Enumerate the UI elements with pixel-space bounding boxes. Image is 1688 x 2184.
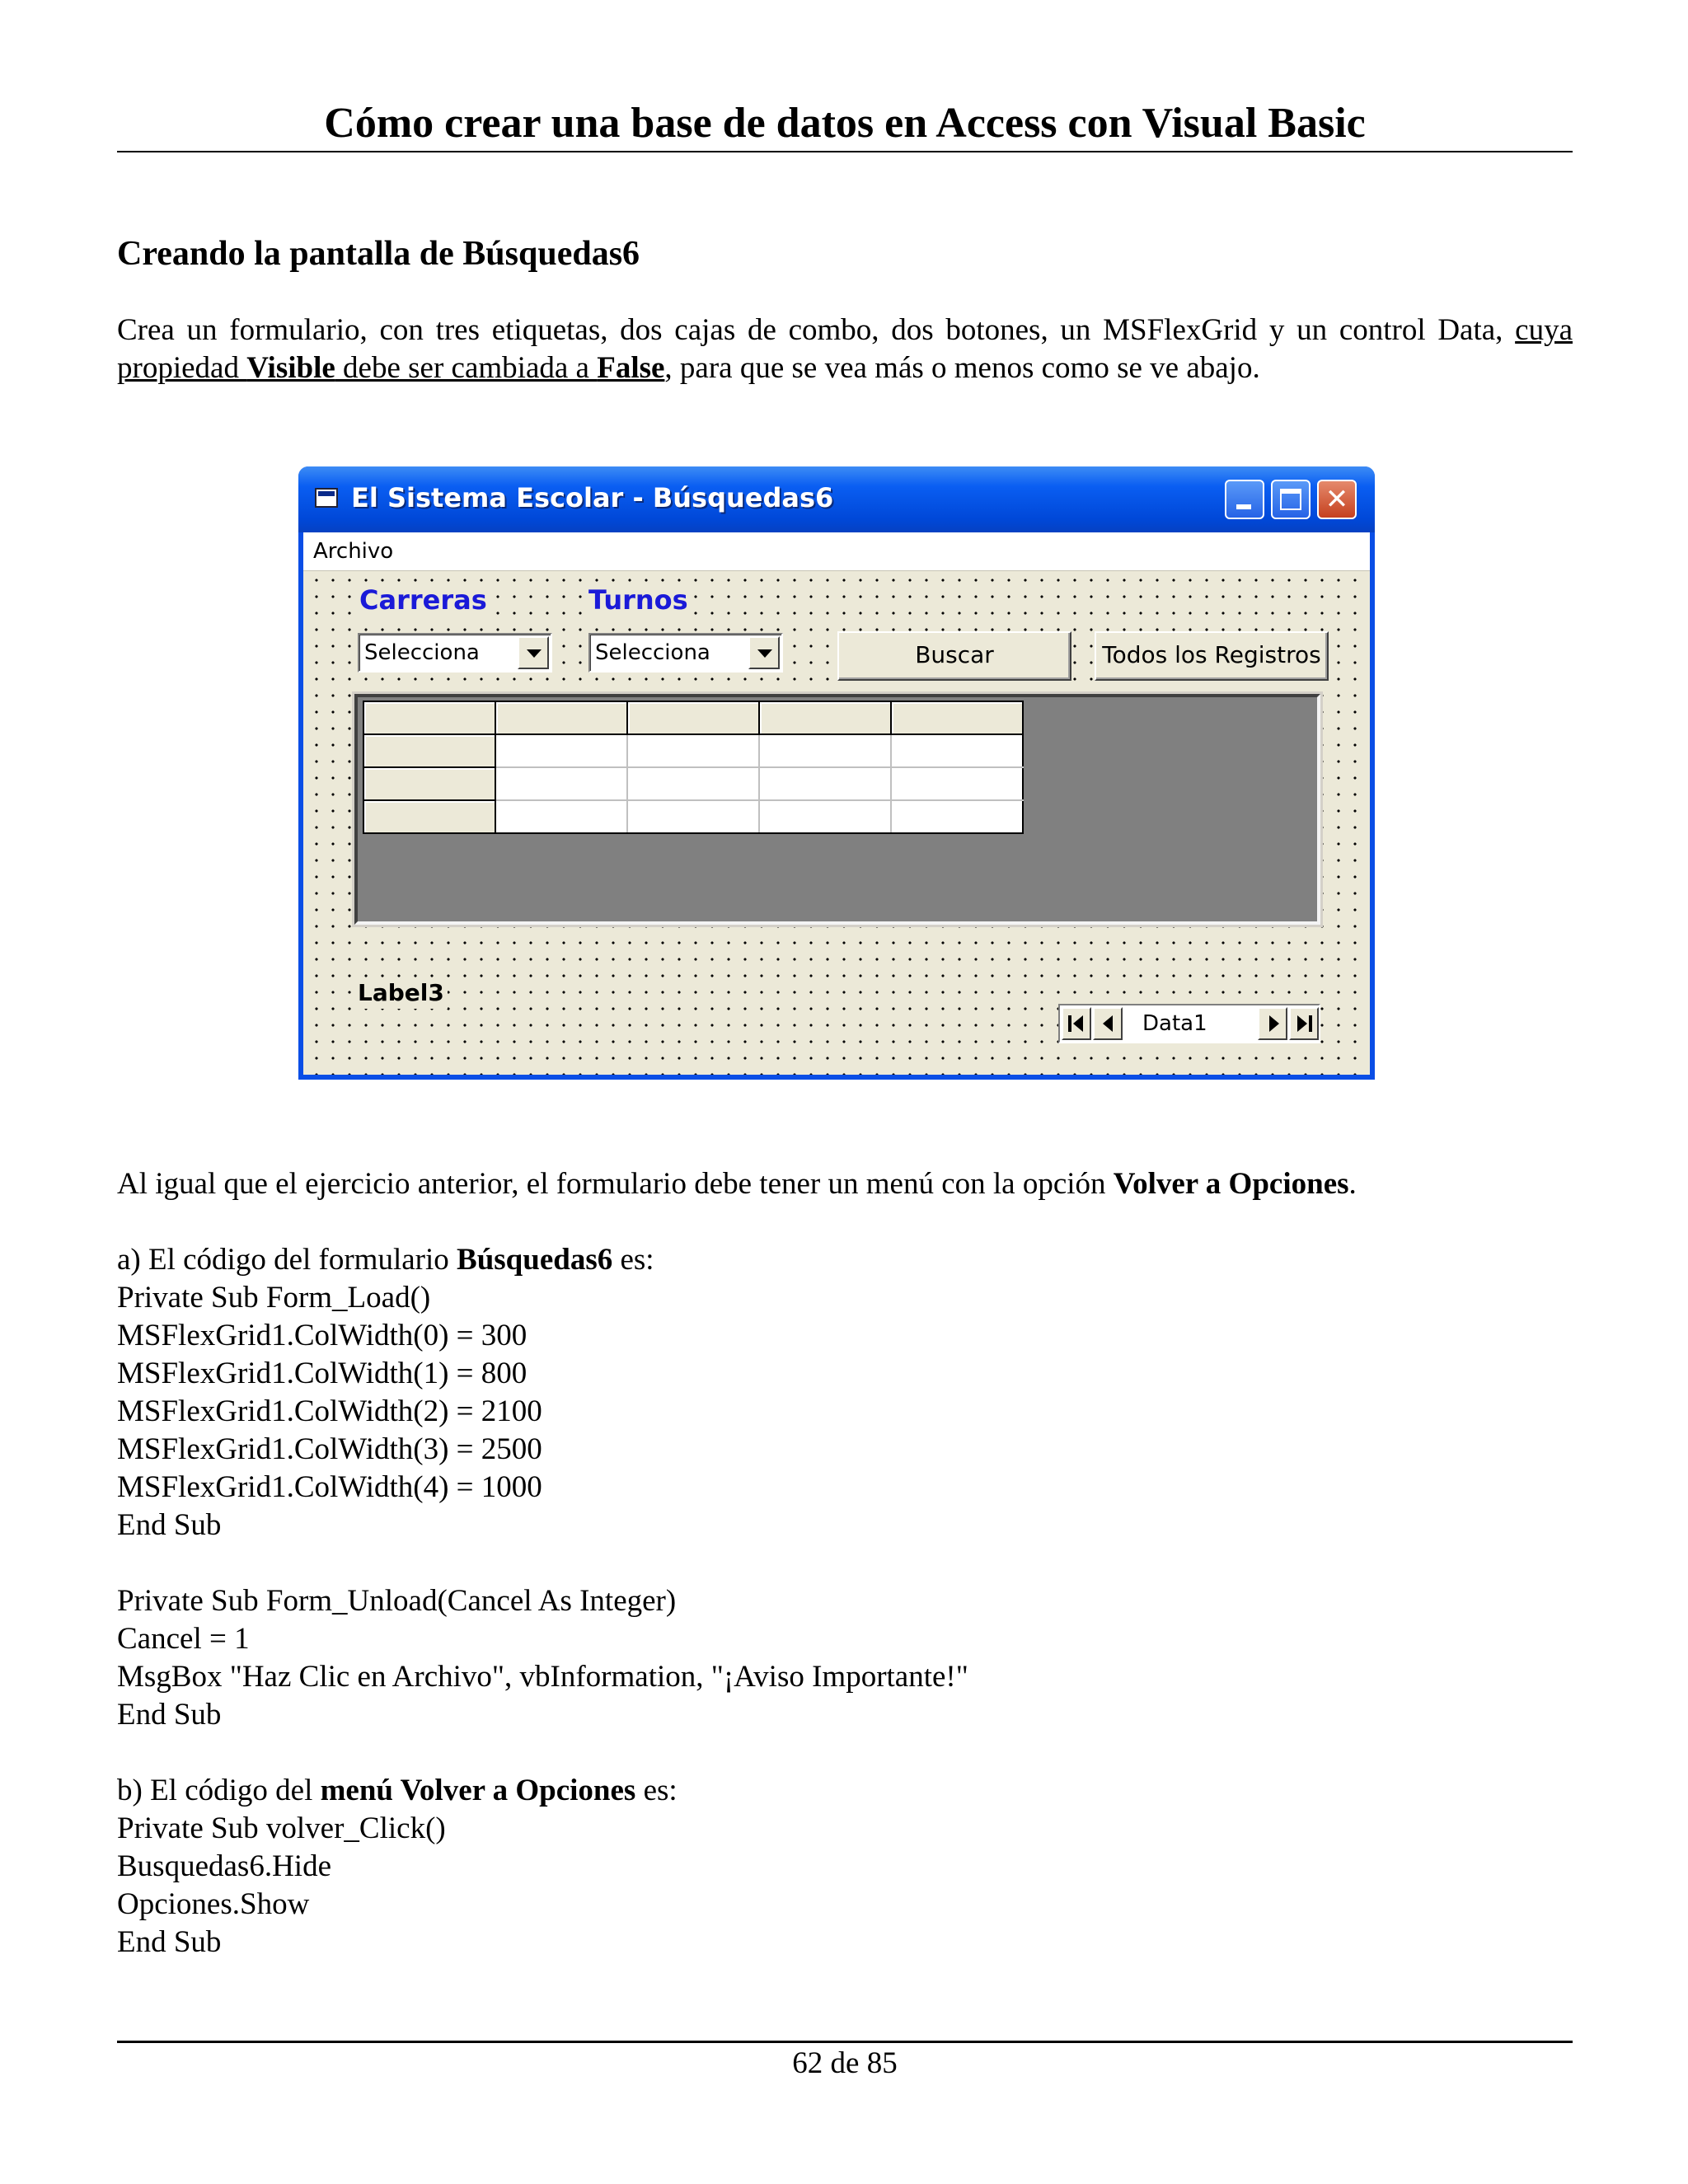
label-turnos: Turnos (588, 584, 688, 616)
previous-record-icon (1103, 1015, 1113, 1032)
last-record-button[interactable] (1289, 1007, 1319, 1040)
last-record-icon (1309, 1015, 1312, 1032)
first-record-arrow-icon (1073, 1015, 1083, 1032)
code-line: MSFlexGrid1.ColWidth(2) = 2100 (117, 1394, 542, 1428)
intro-u2: debe ser cambiada a (335, 351, 598, 385)
next-record-icon (1269, 1015, 1279, 1032)
code-line: Private Sub volver_Click() (117, 1811, 446, 1845)
form-icon (315, 488, 338, 508)
grid-fixed-cell (759, 701, 891, 734)
msflexgrid[interactable] (354, 694, 1320, 925)
part-b-block (117, 1772, 678, 1961)
data-control-caption: Data1 (1142, 1011, 1207, 1036)
grid-cell[interactable] (627, 767, 759, 800)
first-record-button[interactable] (1062, 1007, 1091, 1040)
code-line: End Sub (117, 1698, 222, 1732)
grid-cell[interactable] (759, 800, 891, 833)
grid-cell[interactable] (759, 767, 891, 800)
todos-registros-button[interactable]: Todos los Registros (1095, 631, 1329, 681)
window-titlebar[interactable] (298, 466, 1375, 532)
first-record-icon (1068, 1015, 1071, 1032)
header-rule (117, 151, 1573, 152)
grid-fixed-cell (891, 701, 1023, 734)
code-line: Busquedas6.Hide (117, 1849, 331, 1883)
code-line: End Sub (117, 1508, 222, 1542)
part-b-heading (117, 1772, 678, 1810)
grid-row (363, 800, 1023, 833)
previous-record-button[interactable] (1093, 1007, 1123, 1040)
menu-paragraph-bold: Volver a Opciones (1113, 1167, 1349, 1201)
code-line: MsgBox "Haz Clic en Archivo", vbInformation, "¡Aviso Importante!" (117, 1660, 968, 1694)
next-record-button[interactable] (1258, 1007, 1287, 1040)
code-line: MSFlexGrid1.ColWidth(4) = 1000 (117, 1470, 542, 1504)
combo-turnos-value: Selecciona (595, 640, 710, 665)
chevron-down-icon[interactable] (748, 636, 780, 669)
grid-cell[interactable] (759, 734, 891, 767)
grid-fixed-cell (363, 800, 495, 833)
data-control[interactable] (1058, 1004, 1320, 1043)
code-line: MSFlexGrid1.ColWidth(3) = 2500 (117, 1432, 542, 1466)
grid-fixed-cell (363, 767, 495, 800)
grid-fixed-cell (627, 701, 759, 734)
part-a-bold: Búsquedas6 (457, 1243, 613, 1277)
grid-row (363, 734, 1023, 767)
code-line: MSFlexGrid1.ColWidth(0) = 300 (117, 1319, 528, 1352)
part-a-prefix: a) El código del formulario (117, 1243, 457, 1277)
grid-header-row (363, 701, 1023, 734)
grid-cell[interactable] (495, 734, 627, 767)
grid-row (363, 767, 1023, 800)
buscar-button[interactable]: Buscar (837, 631, 1071, 681)
intro-visible-bold: Visible (246, 351, 335, 385)
grid-cell[interactable] (891, 767, 1023, 800)
code-line: End Sub (117, 1925, 222, 1959)
maximize-button[interactable] (1271, 480, 1311, 519)
grid-fixed-cell (363, 701, 495, 734)
blank-line (117, 1544, 968, 1582)
menu-paragraph (117, 1165, 1357, 1203)
intro-text: Crea un formulario, con tres etiquetas, dos cajas de combo, dos botones, un MSFlexGrid y un control Data, (117, 313, 1516, 347)
part-a-block (117, 1241, 968, 1734)
last-record-arrow-icon (1297, 1015, 1307, 1032)
grid-cell[interactable] (891, 800, 1023, 833)
flexgrid-table (363, 701, 1024, 834)
part-b-suffix: es: (635, 1774, 678, 1807)
minimize-icon (1236, 504, 1251, 509)
combo-turnos[interactable] (588, 633, 783, 673)
minimize-button[interactable] (1225, 480, 1264, 519)
code-line: Private Sub Form_Unload(Cancel As Integer) (117, 1584, 677, 1618)
code-line: Cancel = 1 (117, 1622, 250, 1656)
intro-text-end: , para que se vea más o menos como se ve abajo. (664, 351, 1260, 385)
part-b-bold: menú Volver a Opciones (320, 1774, 636, 1807)
part-b-prefix: b) El código del (117, 1774, 321, 1807)
code-line: MSFlexGrid1.ColWidth(1) = 800 (117, 1357, 528, 1390)
part-a-suffix: es: (612, 1243, 654, 1277)
form-window (298, 466, 1375, 1080)
window-title: El Sistema Escolar - Búsquedas6 (351, 482, 834, 513)
grid-cell[interactable] (627, 800, 759, 833)
section-title: Creando la pantalla de Búsquedas6 (117, 235, 640, 273)
menu-paragraph-end: . (1348, 1167, 1357, 1201)
maximize-icon (1280, 489, 1301, 510)
page-number: 62 de 85 (792, 2046, 898, 2080)
part-a-heading (117, 1241, 968, 1279)
chevron-down-icon[interactable] (518, 636, 549, 669)
combo-carreras[interactable] (358, 633, 552, 673)
intro-u1: cuya propiedad (117, 313, 1573, 385)
menu-archivo[interactable]: Archivo (313, 539, 394, 564)
grid-cell[interactable] (627, 734, 759, 767)
grid-cell[interactable] (891, 734, 1023, 767)
menu-paragraph-text: Al igual que el ejercicio anterior, el formulario debe tener un menú con la opción (117, 1167, 1114, 1201)
label3: Label3 (358, 977, 448, 1009)
menu-bar (303, 532, 1370, 571)
intro-false-bold: False (597, 351, 665, 385)
code-line: Private Sub Form_Load() (117, 1281, 431, 1315)
code-line: Opciones.Show (117, 1887, 310, 1921)
intro-paragraph (117, 312, 1573, 387)
grid-cell[interactable] (495, 767, 627, 800)
label-carreras: Carreras (359, 584, 487, 616)
combo-carreras-value: Selecciona (364, 640, 480, 665)
grid-fixed-cell (495, 701, 627, 734)
form-client-area (303, 532, 1370, 1075)
close-icon: ✕ (1325, 483, 1349, 516)
page-header-title: Cómo crear una base de datos en Access con Visual Basic (324, 100, 1366, 147)
grid-cell[interactable] (495, 800, 627, 833)
grid-fixed-cell (363, 734, 495, 767)
close-button[interactable] (1317, 480, 1357, 519)
